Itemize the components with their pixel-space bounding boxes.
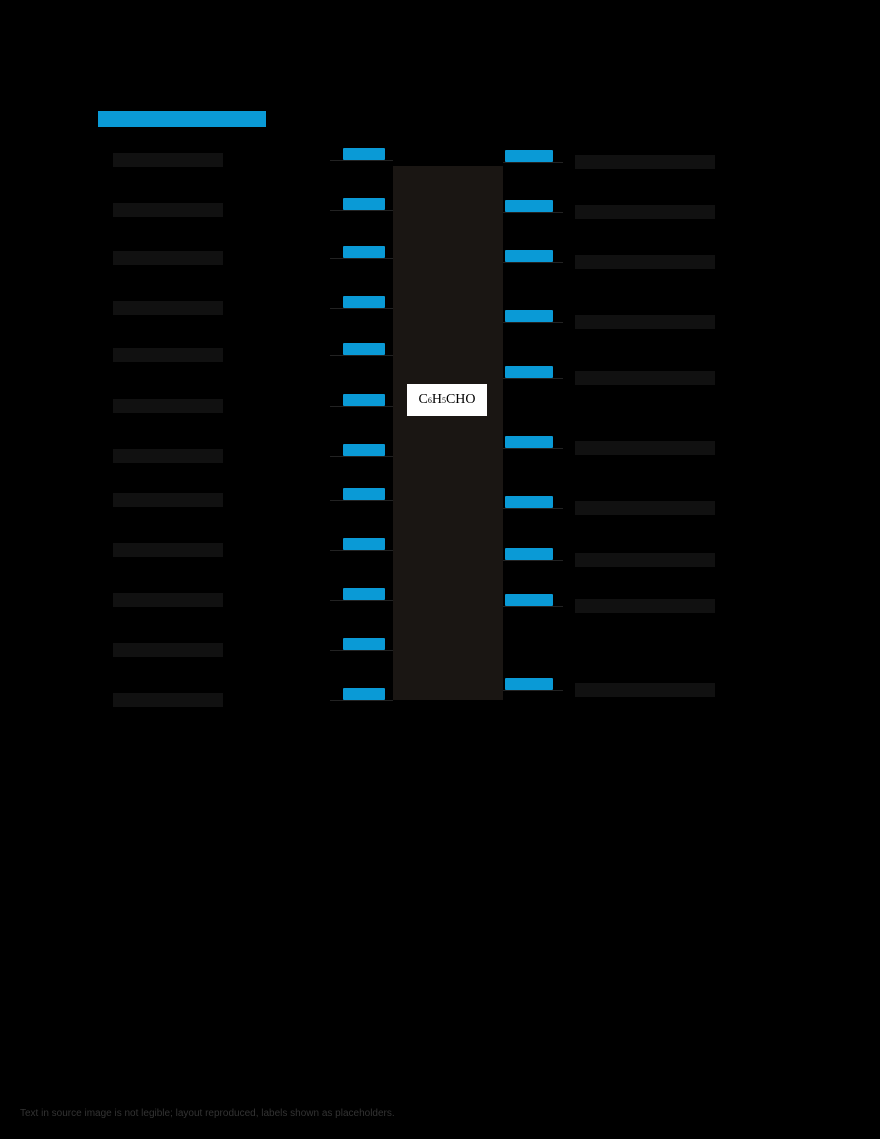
left-arrow bbox=[330, 406, 393, 407]
left-condition bbox=[343, 444, 385, 456]
right-product bbox=[575, 155, 715, 169]
left-product bbox=[113, 399, 223, 413]
right-arrow bbox=[503, 212, 563, 213]
left-condition bbox=[343, 246, 385, 258]
left-product bbox=[113, 348, 223, 362]
left-arrow bbox=[330, 210, 393, 211]
right-arrow bbox=[503, 606, 563, 607]
right-condition bbox=[505, 200, 553, 212]
formula-part: H bbox=[431, 392, 442, 407]
left-product bbox=[113, 493, 223, 507]
left-arrow bbox=[330, 700, 393, 701]
right-condition bbox=[505, 310, 553, 322]
left-arrow bbox=[330, 355, 393, 356]
left-condition bbox=[343, 343, 385, 355]
left-condition bbox=[343, 688, 385, 700]
left-product bbox=[113, 449, 223, 463]
right-product bbox=[575, 501, 715, 515]
right-arrow bbox=[503, 560, 563, 561]
right-product bbox=[575, 371, 715, 385]
right-product bbox=[575, 315, 715, 329]
right-arrow bbox=[503, 448, 563, 449]
left-arrow bbox=[330, 308, 393, 309]
right-condition bbox=[505, 678, 553, 690]
right-arrow bbox=[503, 162, 563, 163]
left-arrow bbox=[330, 258, 393, 259]
diagram-title: [illegible] bbox=[98, 111, 266, 127]
left-arrow bbox=[330, 600, 393, 601]
formula-subscript: 6 bbox=[427, 395, 432, 405]
right-condition bbox=[505, 496, 553, 508]
left-arrow bbox=[330, 160, 393, 161]
right-product bbox=[575, 205, 715, 219]
left-condition bbox=[343, 296, 385, 308]
left-condition bbox=[343, 394, 385, 406]
left-product bbox=[113, 643, 223, 657]
left-arrow bbox=[330, 456, 393, 457]
left-condition bbox=[343, 488, 385, 500]
right-arrow bbox=[503, 378, 563, 379]
center-compound bbox=[407, 384, 487, 416]
left-product bbox=[113, 301, 223, 315]
left-product bbox=[113, 693, 223, 707]
right-condition bbox=[505, 150, 553, 162]
formula-subscript: 5 bbox=[441, 395, 446, 405]
right-arrow bbox=[503, 262, 563, 263]
right-product bbox=[575, 599, 715, 613]
right-product bbox=[575, 683, 715, 697]
left-arrow bbox=[330, 550, 393, 551]
left-product bbox=[113, 153, 223, 167]
right-condition bbox=[505, 594, 553, 606]
right-product bbox=[575, 553, 715, 567]
right-product bbox=[575, 441, 715, 455]
formula-part: C bbox=[418, 392, 428, 407]
right-arrow bbox=[503, 690, 563, 691]
right-arrow bbox=[503, 322, 563, 323]
left-product bbox=[113, 203, 223, 217]
left-condition bbox=[343, 198, 385, 210]
right-condition bbox=[505, 436, 553, 448]
left-product bbox=[113, 543, 223, 557]
right-arrow bbox=[503, 508, 563, 509]
reaction-column bbox=[393, 166, 503, 700]
left-arrow bbox=[330, 500, 393, 501]
right-condition bbox=[505, 548, 553, 560]
left-condition bbox=[343, 148, 385, 160]
left-condition bbox=[343, 638, 385, 650]
left-condition bbox=[343, 588, 385, 600]
left-condition bbox=[343, 538, 385, 550]
left-product bbox=[113, 251, 223, 265]
right-condition bbox=[505, 366, 553, 378]
left-product bbox=[113, 593, 223, 607]
left-arrow bbox=[330, 650, 393, 651]
footnote: Text in source image is not legible; layout reproduced, labels shown as placeholders. bbox=[20, 1108, 395, 1119]
right-product bbox=[575, 255, 715, 269]
formula-part: CHO bbox=[445, 392, 476, 407]
right-condition bbox=[505, 250, 553, 262]
